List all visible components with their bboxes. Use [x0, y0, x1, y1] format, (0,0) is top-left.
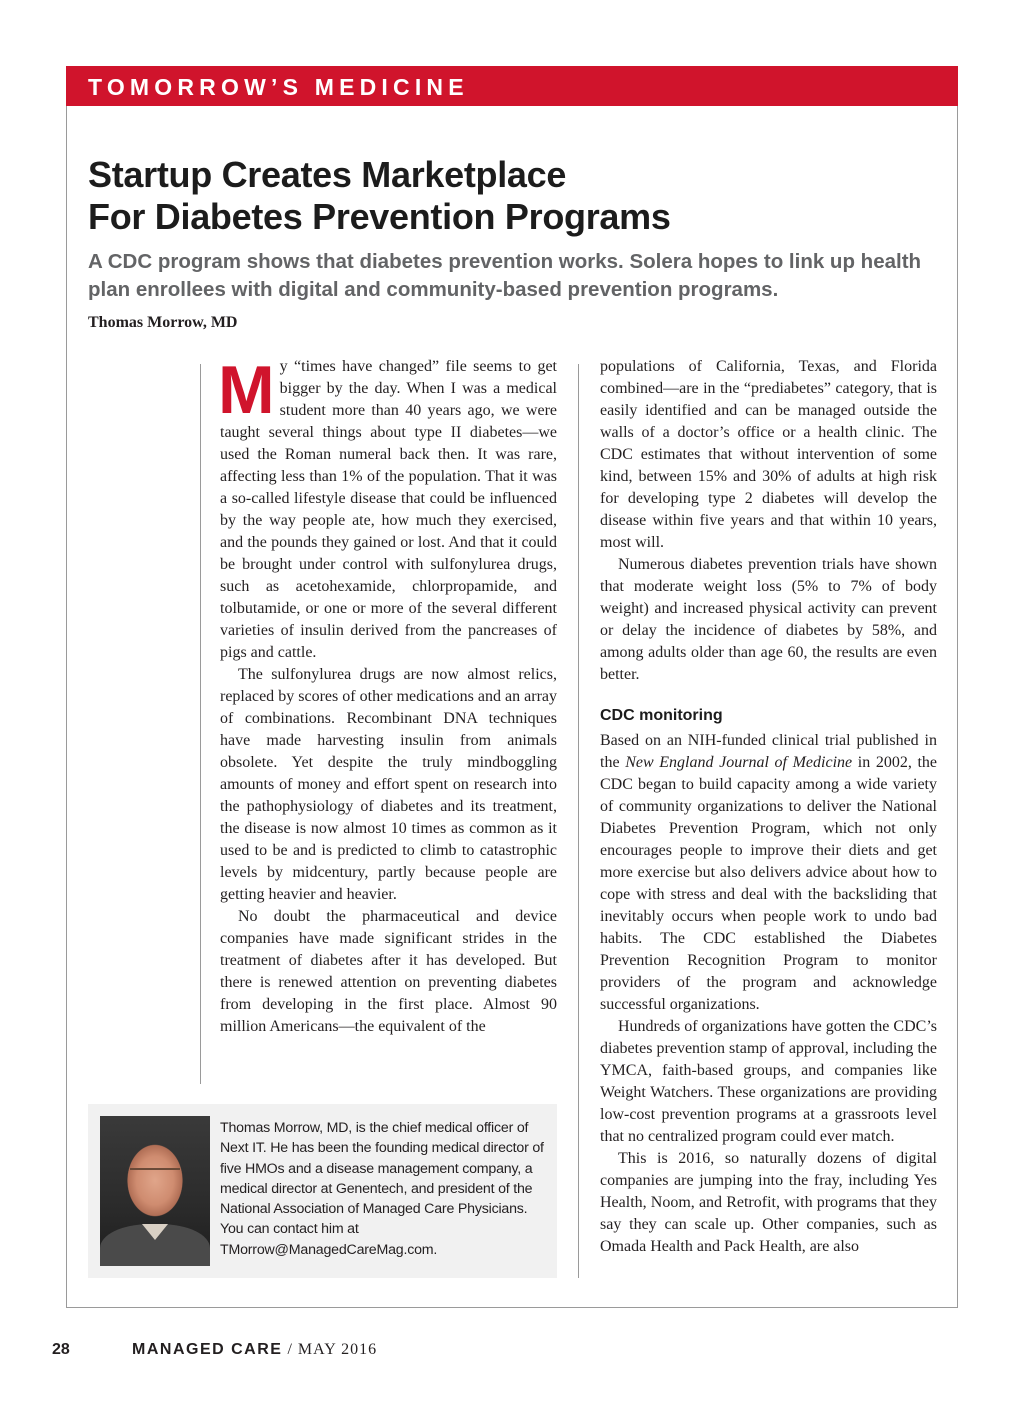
paragraph-1 [218, 352, 557, 664]
paragraph-3: No doubt the pharmaceutical and device companies have made significant strides in the treatment of diabetes after it has developed. But there is renewed attention on preventing diabetes from developing in the first place. Almost 90 million Americans—the equivalent of the [220, 908, 557, 1035]
paragraph-1-text: y “times have changed” file seems to get bigger by the day. When I was a medical student more than 40 years ago, we were taught several things about type II diabetes—we used the Roman numeral back then. It was rare, affecting less than 1% of the population. That it was a so-called lifestyle disease that could be influenced by the way people ate, how much they exercised, and the pounds they gained or lost. And that it could be brought under control with sulfonylurea drugs, such as acetohexamide, chlorpropamide, and tolbutamide, or one or more of the several different varieties of insulin derived from the pancreases of pigs and cattle. [220, 358, 557, 661]
headline [88, 154, 948, 238]
paragraph-6-post: in 2002, the CDC began to build capacity among a wide variety of community organizations to deliver the National Diabetes Prevention Program, which not only encourages people to improve their diets and get more exercise but also delivers advice about how to cope with stress and deal with the backsliding that inevitably occurs when people work to undo bad habits. The CDC established the Diabetes Prevention Recognition Program to monitor providers of the program and acknowledge successful organizations. [600, 754, 938, 1013]
column-rule [578, 364, 579, 1278]
byline: Thomas Morrow, MD [88, 314, 238, 331]
column-right [600, 356, 937, 1258]
journal-title: New England Journal of Medicine [625, 754, 853, 771]
section-label: TOMORROW’S MEDICINE [88, 74, 469, 100]
headline-line-1: Startup Creates Marketplace [88, 154, 567, 195]
issue-date: / MAY 2016 [282, 1341, 378, 1358]
magazine-name [132, 1341, 377, 1359]
paragraph-6 [600, 730, 937, 1016]
glasses-shape [130, 1168, 180, 1184]
page-number: 28 [52, 1341, 70, 1358]
paragraph-7: Hundreds of organizations have gotten the CDC’s diabetes prevention stamp of approval, including the YMCA, faith-based groups, and companies like Weight Watchers. These organizations are providing low-cost prevention programs at a grassroots level that no centralized program could ever match. [600, 1018, 937, 1145]
paragraph-4: populations of California, Texas, and Florida combined—are in the “prediabetes” category, that is easily identified and can be managed outside the walls of a doctor’s office or a health clinic. The CDC estimates that without intervention of some kind, between 15% and 30% of adults at high risk for developing type 2 diabetes will develop the disease within five years and that within 10 years, most will. [600, 358, 937, 551]
author-photo [100, 1116, 210, 1266]
headline-line-2: For Diabetes Prevention Programs [88, 196, 671, 237]
drop-cap: M [218, 352, 275, 428]
paragraph-5: Numerous diabetes prevention trials have shown that moderate weight loss (5% to 7% of body weight) and increased physical activity can prevent or delay the incidence of diabetes by 58%, and among adults older than age 60, the results are even better. [600, 556, 937, 683]
author-bio-box [88, 1104, 557, 1278]
subhead-cdc-monitoring: CDC monitoring [600, 707, 723, 724]
column-left [218, 352, 557, 1038]
paragraph-8: This is 2016, so naturally dozens of digital companies are jumping into the fray, including Yes Health, Noom, and Retrofit, with programs that they say they can scale up. Other companies, such as Omada Health and Pack Health, are also [600, 1150, 937, 1255]
magazine-title: MANAGED CARE [132, 1341, 283, 1358]
section-banner [66, 66, 958, 106]
column-rule-left [200, 364, 201, 1084]
page-footer [52, 1341, 378, 1359]
deck: A CDC program shows that diabetes prevention works. Solera hopes to link up health plan enrollees with digital and community-based prevention programs. [88, 250, 922, 301]
paragraph-6-pre: Based on an NIH-funded clinical trial published in the [600, 732, 937, 771]
paragraph-2: The sulfonylurea drugs are now almost relics, replaced by scores of other medications and an array of combinations. Recombinant DNA techniques have made harvesting insulin from animals obsolete. Yet despite the truly mindboggling amounts of money and effort spent on research into the pathophysiology of diabetes and its treatment, the disease is now almost 10 times as common as it used to be and is predicted to climb to catastrophic levels by midcentury, partly because people are getting heavier and heavier. [220, 666, 557, 903]
author-bio-text: Thomas Morrow, MD, is the chief medical officer of Next IT. He has been the founding medical director of five HMOs and a disease management company, a medical director at Genentech, and president of the National Association of Managed Care Physicians. You can contact him at TMorrow@ManagedCareMag.com. [220, 1120, 544, 1258]
